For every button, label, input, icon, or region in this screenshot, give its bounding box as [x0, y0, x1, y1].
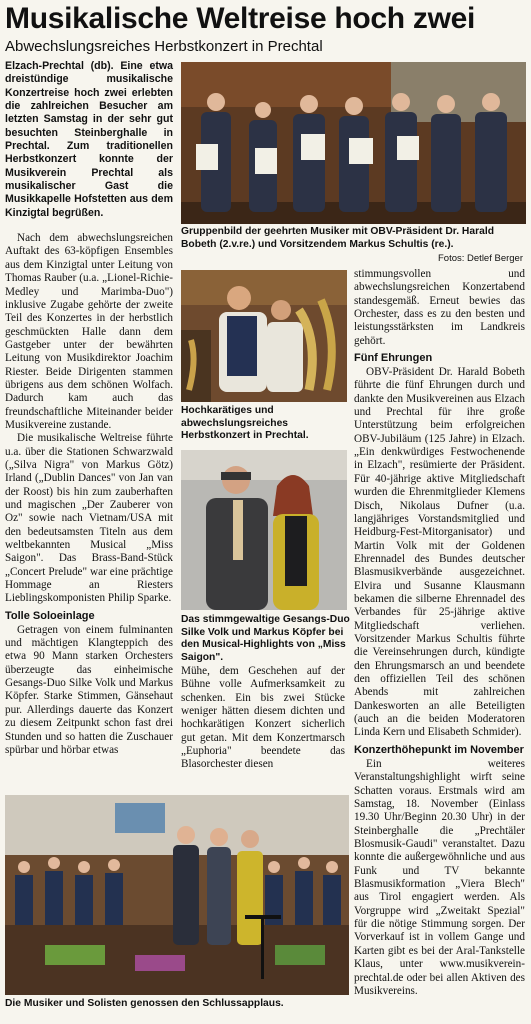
paragraph-5: stimmungsvollen und abwechslungsreichen Konzertabend standesgemäß. Erneut bewies das Orchester, dass es zu den besten und leistungsstärksten im Landkreis gehört.: [354, 268, 525, 347]
article-column-2: [181, 665, 345, 772]
paragraph-7: Ein weiteres Veranstaltungshighlight wirft seine Schatten voraus. Erstmals wird am Samstag, 18. November (Einlass 19.30 Uhr/Beginn 20.30 Uhr) in der Steinberghalle die „Prechtäler Blosmusik-Gaudi" veranstaltet. Dazu konnte die außergewöhnliche und aus Funk und TV bekannte Blasmusikformation „Viera Blech" aus Tirol engagiert werden. Als Vorgruppe wird „Zweitakt Spezial" für die nötige Stimmung sorgen. Der Vorverkauf ist in vollem Gange und Karten gibt es bei der Aral-Tankstelle Klaus, unter www.musikverein-prechtal.de oder bei allen Aktiven des Musikvereins.: [354, 758, 525, 997]
article-column-3-lower: [354, 740, 525, 998]
stage-photo: [5, 795, 349, 995]
paragraph-4: Mühe, dem Geschehen auf der Bühne volle Aufmerksamkeit zu schenken. Ein bis zwei Stücke weniger hätten diesem dichten und hochkarätigen Konzert sicherlich gut getan. Mit dem Konzertmarsch „Euphoria" beendete das Blasorchester diesen: [181, 665, 345, 771]
duo-photo: [181, 450, 347, 610]
lead-paragraph: Elzach-Prechtal (db). Eine etwa dreistündige musikalische Konzertreise hoch zwei erlebten die zahlreichen Besucher am letzten Samstag in der sehr gut besuchten Steinberghalle in Prechtal. Zum traditionellen Herbstkonzert konnte der Musikverein Prechtal als musikalischer Gast die Musikkapelle Hofstetten aus dem Kinzigtal begrüßen.: [5, 60, 173, 219]
orchestra-photo: [181, 270, 347, 402]
photo-credit: Fotos: Detlef Berger: [438, 253, 524, 264]
group-photo: [181, 62, 526, 224]
article-column-1: [5, 60, 173, 757]
paragraph-3: Getragen von einem fulminanten und mächtigen Klangteppich des etwa 90 Mann starken Orchesters überzeugte das einheimische Gesangs-Duo Silke Volk und Markus Köpfer. Starke Stimmen, Gänsehaut pur. Allerdings dauerte das Konzert zu diesem Zeitpunkt schon fast drei Stunden und so hatten die Zuschauer spürbar und hörbar etwas: [5, 623, 173, 756]
section-heading-november: Konzerthöhepunkt im November: [354, 744, 524, 756]
subheadline: Abwechslungsreiches Herbstkonzert in Prechtal: [5, 38, 323, 55]
article-column-3: [354, 268, 525, 740]
section-heading-ehrungen: Fünf Ehrungen: [354, 352, 433, 365]
orchestra-photo-caption: Hochkarätiges und abwechslungsreiches Herbstkonzert in Prechtal.: [181, 405, 309, 442]
paragraph-2: Die musikalische Weltreise führte u.a. über die Stationen Schwarzwald („Silva Nigra" von Markus Götz) Irland („Dublin Dances" von Jan van der Roost) bis hin zum zauberhaften und magischen „Der Zauberer von Oz" sowie nach Vietnam/USA mit den bedeutsamsten Titeln aus dem weltbekannten Musical „Miss Saigon". Das Brass-Band-Stück „Concert Prelude" war eine prächtige Hommage an Riesters Lieblingskomponisten Philip Sparke.: [5, 432, 173, 605]
duo-photo-caption: Das stimmgewaltige Gesangs-Duo Silke Volk und Markus Köpfer bei den Musical-Highlights von „Miss Saigon".: [181, 614, 350, 663]
paragraph-1: Nach dem abwechslungsreichen Auftakt des 63-köpfigen Ensembles aus dem Kinzigtal unter Leitung von Thomas Rauber (u.a. „Lionel-Richie-Medley und Marimba-Duo") inklusive Zugabe gehörte der zweite Teil des Konzertes in der herbstlich geschmückten Halle dann dem Gastgeber unter der bewährten Leitung von Musikdirektor Joachim Riester. Beide Dirigenten stammen übrigens aus dem schönen Wolfach. Dadurch kam auch das freundschaftliche Miteinander beider Musikvereine zustande.: [5, 232, 173, 431]
paragraph-6: OBV-Präsident Dr. Harald Bobeth führte die fünf Ehrungen durch und dankte den Musikvereinen aus Elzach und Prechtal für ihre große Unterstützung beim erfolgreichen OBV-Jubiläum (125 Jahre) in Elzach. „Ein denkwürdiges Festwochenende in Elzach", resümierte der Präsident. Für 40-jährige aktive Mitgliedschaft wurden die Ehrenmitglieder Klemens Disch, Nikolaus Dufner (u.a. langjähriges Vorstandsmitglied und Heidburg-Fest-Mitorganisator) und Martin Volk mit der Goldenen Ehrennadel des Bundes deutscher Blasmusikverbände ausgezeichnet. Elvira und Susanne Klausmann bekamen die silberne Ehrennadel des Verbandes für 25-jährige aktive Mitgliedschaft verliehen. Vorsitzender Markus Schultis führte die Vereinsehrungen durch, kündigte den Ehrungsmarsch an und beendete den offiziellen Teil des schönen Abends mit zahlreichen Dankesworten an alle Beteiligten (auch an die beiden Moderatoren Linda Kern und Elisabeth Schmider).: [354, 366, 525, 739]
group-photo-caption: Gruppenbild der geehrten Musiker mit OBV-Präsident Dr. Harald Bobeth (2.v.re.) und Vorsitzendem Markus Schultis (re.).: [181, 226, 494, 250]
headline: Musikalische Weltreise hoch zwei: [5, 2, 476, 35]
section-heading-soloeinlage: Tolle Soloeinlage: [5, 609, 95, 622]
stage-photo-caption: Die Musiker und Solisten genossen den Schlussapplaus.: [5, 998, 284, 1009]
